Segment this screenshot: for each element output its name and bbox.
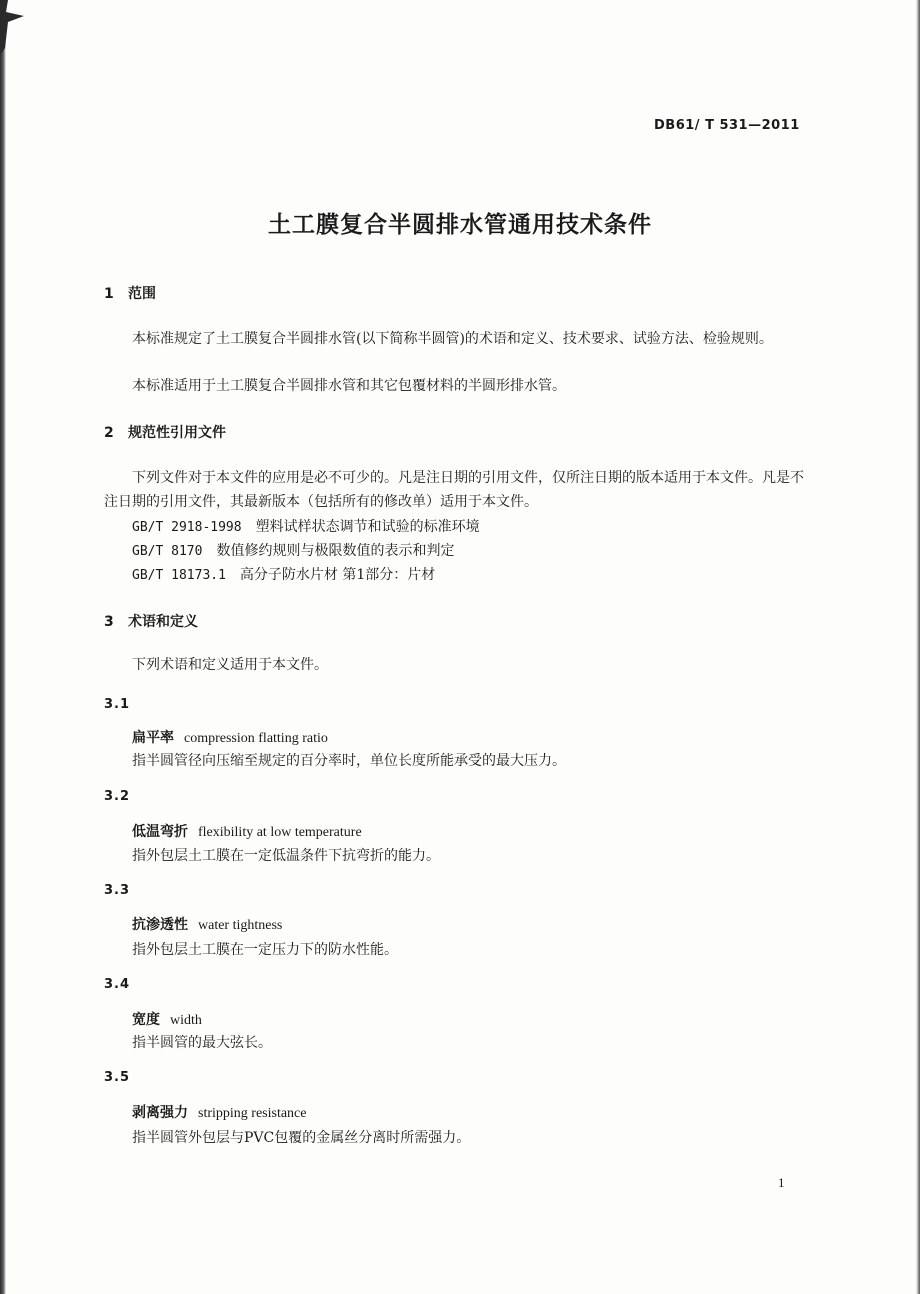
- term-heading: [132, 914, 282, 934]
- term-chinese: 低温弯折: [132, 824, 188, 840]
- term-definition: 指半圆管的最大弦长。: [132, 1035, 272, 1051]
- term-number: 3.1: [104, 697, 131, 712]
- reference-item: [132, 540, 454, 560]
- scan-edge-left: [0, 0, 6, 1294]
- section-1-paragraph-2: 本标准适用于土工膜复合半圆排水管和其它包覆材料的半圆形排水管。: [132, 378, 566, 394]
- section-3-paragraph-1: 下列术语和定义适用于本文件。: [132, 657, 328, 673]
- scan-edge-right: [916, 0, 920, 1294]
- reference-code: GB/T 8170: [132, 544, 203, 559]
- term-chinese: 扁平率: [132, 730, 174, 746]
- section-2-paragraph-1: 下列文件对于本文件的应用是必不可少的。凡是注日期的引用文件，仅所注日期的版本适用于本文件。凡是不注日期的引用文件，其最新版本（包括所有的修改单）适用于本文件。: [104, 470, 804, 510]
- reference-item: [132, 516, 480, 536]
- section-number: 1: [104, 286, 114, 302]
- term-english: compression flatting ratio: [184, 731, 328, 746]
- term-english: stripping resistance: [198, 1106, 307, 1121]
- reference-title: 塑料试样状态调节和试验的标准环境: [255, 519, 480, 535]
- reference-title: 数值修约规则与极限数值的表示和判定: [216, 543, 455, 559]
- term-number: 3.2: [104, 789, 131, 804]
- reference-code: GB/T 2918-1998: [132, 520, 242, 535]
- term-english: flexibility at low temperature: [198, 825, 362, 840]
- section-title: 规范性引用文件: [128, 425, 226, 441]
- section-1-heading: [104, 283, 156, 303]
- term-english: water tightness: [198, 918, 283, 933]
- section-1-paragraph-1: 本标准规定了土工膜复合半圆排水管(以下简称半圆管)的术语和定义、技术要求、试验方法、检验规则。: [132, 331, 773, 347]
- term-heading: [132, 1102, 306, 1122]
- reference-item: [132, 564, 435, 584]
- term-chinese: 剥离强力: [132, 1105, 188, 1121]
- scan-corner-mark: [0, 0, 40, 60]
- section-2-heading: [104, 422, 226, 442]
- term-chinese: 宽度: [132, 1012, 160, 1028]
- document-title: 土工膜复合半圆排水管通用技术条件: [268, 212, 652, 238]
- section-title: 术语和定义: [128, 614, 198, 630]
- term-heading: [132, 821, 362, 841]
- term-definition: 指半圆管外包层与PVC包覆的金属丝分离时所需强力。: [132, 1130, 471, 1146]
- section-number: 3: [104, 614, 114, 630]
- term-number: 3.3: [104, 883, 131, 898]
- reference-title: 高分子防水片材 第1部分：片材: [239, 567, 436, 583]
- section-3-heading: [104, 611, 198, 631]
- term-number: 3.4: [104, 977, 131, 992]
- term-number: 3.5: [104, 1070, 131, 1085]
- term-chinese: 抗渗透性: [132, 917, 188, 933]
- section-title: 范围: [128, 286, 156, 302]
- standard-code: DB61/ T 531—2011: [654, 118, 800, 133]
- term-definition: 指半圆管径向压缩至规定的百分率时，单位长度所能承受的最大压力。: [132, 753, 566, 769]
- reference-code: GB/T 18173.1: [132, 568, 226, 583]
- section-number: 2: [104, 425, 114, 441]
- term-heading: [132, 1009, 202, 1029]
- term-definition: 指外包层土工膜在一定压力下的防水性能。: [132, 942, 398, 958]
- term-heading: [132, 727, 328, 747]
- page-number: 1: [778, 1175, 785, 1190]
- term-english: width: [170, 1013, 202, 1028]
- term-definition: 指外包层土工膜在一定低温条件下抗弯折的能力。: [132, 848, 440, 864]
